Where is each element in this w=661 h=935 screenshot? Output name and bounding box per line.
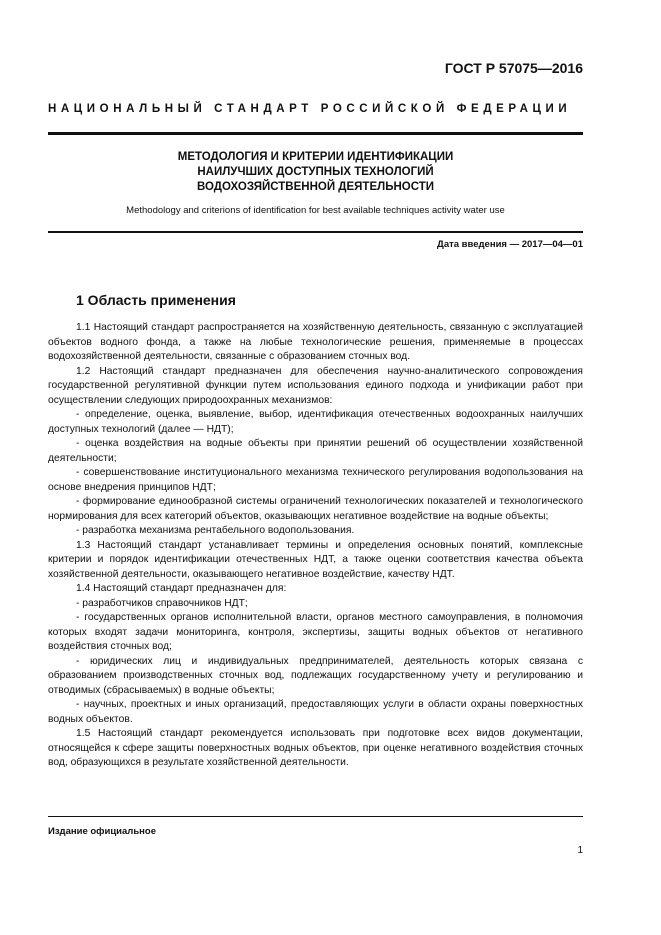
document-title [48,150,583,195]
document-code: ГОСТ Р 57075—2016 [444,60,583,76]
paragraph: 1.2 Настоящий стандарт предназначен для обеспечения научно-аналитического сопровождения государственной регулятивной функции путем использования единого подхода и унификации работ при осуществлении следующих природоохранных механизмов: [48,365,583,406]
list-item: - разработчиков справочников НДТ; [76,597,248,609]
list-item: - юридических лиц и индивидуальных предпринимателей, деятельность которых связана с образованием производственных сточных вод, подлежащих государственному учету и регулированию и отводимых (сбрасываемых) в водные объекты; [48,655,583,696]
section-heading: 1 Область применения [76,292,236,308]
edition-label: Издание официальное [48,826,156,837]
list-item: - разработка механизма рентабельного водопользования. [76,525,355,536]
page-number: 1 [577,845,583,856]
title-line: НАИЛУЧШИХ ДОСТУПНЫХ ТЕХНОЛОГИЙ [197,166,434,178]
paragraph: 1.4 Настоящий стандарт предназначен для: [76,583,287,594]
footer-rule [48,816,583,817]
title-bottom-rule [48,231,583,233]
english-title: Methodology and criterions of identification for best available techniques activity water use [126,205,505,216]
national-standard-banner: НАЦИОНАЛЬНЫЙ СТАНДАРТ РОССИЙСКОЙ ФЕДЕРАЦИИ [48,103,572,115]
list-item: - формирование единообразной системы ограничений технологических показателей и технологического нормирования для всех категорий объектов, оказывающих негативное воздействие на водные объекты; [48,496,583,522]
title-line: ВОДОХОЗЯЙСТВЕННОЙ ДЕЯТЕЛЬНОСТИ [196,181,435,193]
top-thick-rule [48,132,583,135]
introduction-date: Дата введения — 2017—04—01 [437,239,583,250]
list-item: - научных, проектных и иных организаций, предоставляющих услуги в области охраны поверхностных водных объектов. [48,699,583,725]
paragraph: 1.3 Настоящий стандарт устанавливает термины и определения основных понятий, комплексные критерии и порядок идентификации отечественных НДТ, а также оценки соответствия качества объекта хозяйственной деятельности, оказывающего негативное воздействие, качеству НДТ. [48,539,583,580]
paragraph: 1.5 Настоящий стандарт рекомендуется использовать при подготовке всех видов документации, относящейся к сфере защиты поверхностных водных объектов, при оценке негативного воздействия сточных вод, образующихся в результате хозяйственной деятельности. [48,728,583,768]
list-item: - государственных органов исполнительной власти, органов местного самоуправления, в полномочия которых входят задачи мониторинга, контроля, экспертизы, защиты водных объектов от негативного воздействия сточных вод; [48,612,583,652]
list-item: - оценка воздействия на водные объекты при принятии решений об осуществлении хозяйственной деятельности; [48,438,583,464]
list-item: - совершенствование институционального механизма технического регулирования водопользования на основе внедрения принципов НДТ; [48,467,583,493]
section-body [48,321,583,771]
title-line: МЕТОДОЛОГИЯ И КРИТЕРИИ ИДЕНТИФИКАЦИИ [177,151,454,163]
paragraph: 1.1 Настоящий стандарт распространяется на хозяйственную деятельность, связанную с эксплуатацией объектов водного фонда, а также на любые технологические решения, применяемые в процессах водохозяйственной деятельности, связанные с образованием сточных вод. [48,322,583,362]
list-item: - определение, оценка, выявление, выбор, идентификация отечественных водоохранных наилучших доступных технологий (далее — НДТ); [48,409,583,435]
